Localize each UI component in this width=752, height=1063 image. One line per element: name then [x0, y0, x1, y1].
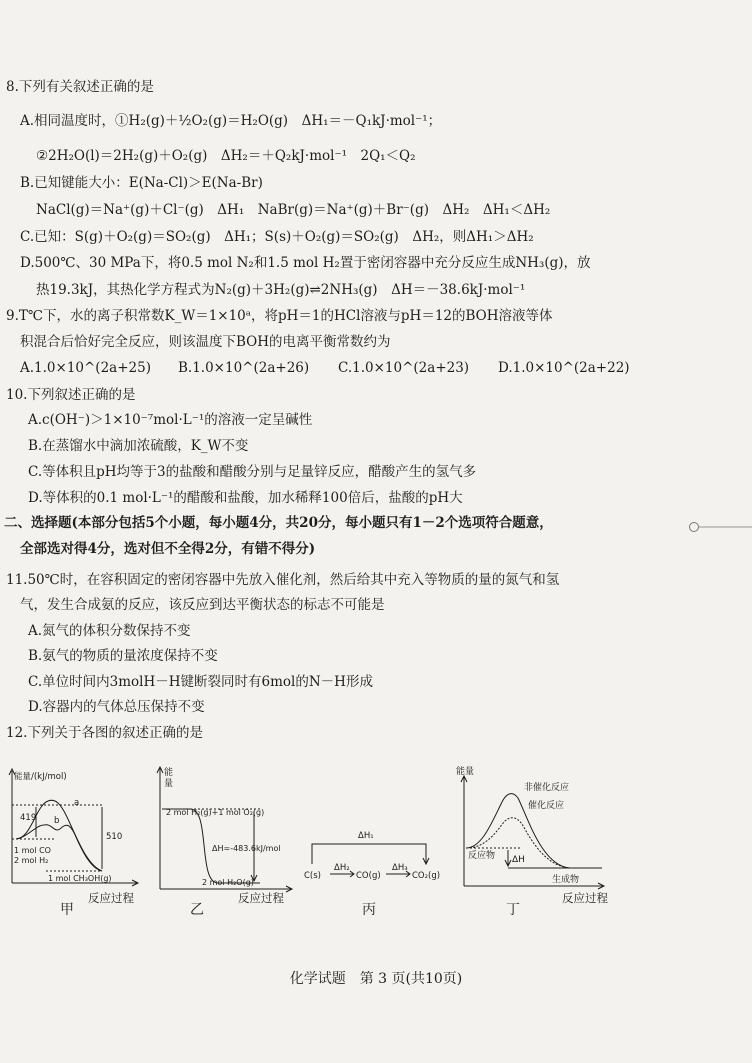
bing-caption: 丙 [362, 902, 376, 918]
bing-co2-label: CO₂(g) [412, 871, 441, 881]
q9-option-a: A.1.0×10^(2a+25) [20, 360, 151, 376]
q9-option-d: D.1.0×10^(2a+22) [498, 360, 630, 376]
jia-curve-a-label: a [74, 798, 80, 808]
q10-stem: 10.下列叙述正确的是 [6, 387, 136, 403]
page-footer: 化学试题 第 3 页(共10页) [289, 971, 463, 987]
ding-product-label: 生成物 [552, 875, 580, 885]
q11-stem-line1: 11.50℃时，在容积固定的密闭容器中先放入催化剂，然后给其中充入等物质的量的氮气和氢 [6, 572, 560, 588]
bing-dh3: ΔH₃ [392, 863, 408, 873]
binding-circle-mark [686, 521, 752, 533]
ding-xlabel: 反应过程 [562, 891, 608, 905]
q8-option-b-line1: B.已知键能大小：E(Na-Cl)＞E(Na-Br) [20, 175, 263, 191]
section2-heading-line1: 二、选择题(本部分包括5个小题，每小题4分，共20分，每小题只有1－2个选项符合题意， [4, 515, 553, 531]
q8-option-d-line2: 热19.3kJ，其热化学方程式为N₂(g)＋3H₂(g)⇌2NH₃(g) ΔH＝－38.6kJ·mol⁻¹ [36, 282, 526, 298]
jia-value-510: 510 [106, 832, 123, 842]
jia-curve-b-label: b [54, 816, 60, 826]
ding-noncat-label: 非催化反应 [524, 783, 570, 793]
q8-option-c: C.已知：S(g)＋O₂(g)＝SO₂(g) ΔH₁；S(s)＋O₂(g)＝SO₂(g) ΔH₂，则ΔH₁＞ΔH₂ [20, 229, 534, 245]
yi-ylabel-1: 能 [164, 768, 174, 778]
q8-option-a-line1: A.相同温度时，①H₂(g)＋½O₂(g)＝H₂O(g) ΔH₁＝－Q₁kJ·mol⁻¹； [20, 113, 442, 129]
q10-option-a: A.c(OH⁻)＞1×10⁻⁷mol·L⁻¹的溶液一定呈碱性 [28, 412, 313, 428]
q8-option-b-line2: NaCl(g)＝Na⁺(g)＋Cl⁻(g) ΔH₁ NaBr(g)＝Na⁺(g)＋Br⁻(g) ΔH₂ ΔH₁＜ΔH₂ [36, 202, 551, 218]
yi-xlabel: 反应过程 [238, 891, 284, 905]
jia-reactant-co: 1 mol CO [14, 846, 51, 855]
q11-option-d: D.容器内的气体总压保持不变 [28, 699, 205, 715]
jia-xlabel: 反应过程 [88, 891, 134, 905]
q11-option-b: B.氨气的物质的量浓度保持不变 [28, 648, 218, 664]
ding-cat-label: 催化反应 [528, 801, 565, 811]
q10-option-b: B.在蒸馏水中滴加浓硫酸，K_W不变 [28, 438, 249, 454]
jia-value-419: 419 [20, 813, 37, 823]
yi-caption: 乙 [190, 902, 204, 918]
q11-option-a: A.氮气的体积分数保持不变 [28, 623, 191, 639]
yi-dh-label: ΔH=-483.6kJ/mol [212, 844, 281, 853]
ding-dh-label: ΔH [512, 855, 525, 865]
figure-jia [6, 765, 146, 895]
ding-caption: 丁 [506, 902, 520, 918]
q11-stem-line2: 气，发生合成氨的反应，该反应到达平衡状态的标志不可能是 [20, 597, 385, 613]
figure-bing [302, 820, 452, 890]
ding-reactant-label: 反应物 [468, 851, 496, 861]
q10-option-c: C.等体积且pH均等于3的盐酸和醋酸分别与足量锌反应，醋酸产生的氢气多 [28, 464, 477, 480]
q10-option-d: D.等体积的0.1 mol·L⁻¹的醋酸和盐酸，加水稀释100倍后，盐酸的pH大 [28, 490, 463, 506]
jia-product: 1 mol CH₃OH(g) [48, 874, 112, 883]
bing-c-label: C(s) [304, 871, 321, 881]
section2-heading-line2: 全部选对得4分，选对但不全得2分，有错不得分) [20, 541, 316, 557]
yi-top-label: 2 mol H₂(g)+1 mol O₂(g) [166, 808, 265, 817]
q9-option-b: B.1.0×10^(2a+26) [178, 360, 310, 376]
q9-stem-line1: 9.T℃下，水的离子积常数K_W＝1×10ᵃ，将pH＝1的HCl溶液与pH＝12的BOH溶液等体 [6, 308, 553, 324]
q12-stem: 12.下列关于各图的叙述正确的是 [6, 725, 203, 741]
q8-option-d-line1: D.500℃、30 MPa下，将0.5 mol N₂和1.5 mol H₂置于密闭容器中充分反应生成NH₃(g)，放 [20, 255, 591, 271]
jia-reactant-h2: 2 mol H₂ [14, 856, 49, 865]
q11-option-c: C.单位时间内3molH－H键断裂同时有6mol的N－H形成 [28, 674, 373, 690]
q9-option-c: C.1.0×10^(2a+23) [338, 360, 470, 376]
bing-dh1: ΔH₁ [358, 831, 374, 841]
jia-ylabel: 能量/(kJ/mol) [14, 772, 67, 782]
bing-dh2: ΔH₂ [334, 863, 350, 873]
bing-dh1-arrow [312, 844, 426, 864]
yi-bottom-label: 2 mol H₂O(g) [202, 878, 254, 887]
figure-yi [150, 765, 300, 895]
q8-stem: 8.下列有关叙述正确的是 [6, 79, 154, 95]
q9-stem-line2: 积混合后恰好完全反应，则该温度下BOH的电离平衡常数约为 [20, 334, 391, 350]
figure-ding [452, 762, 612, 894]
yi-ylabel-2: 量 [164, 779, 174, 789]
bing-co-label: CO(g) [356, 871, 381, 881]
ding-ylabel: 能量 [456, 767, 475, 777]
q8-option-a-line2: ②2H₂O(l)＝2H₂(g)＋O₂(g) ΔH₂＝＋Q₂kJ·mol⁻¹ 2Q₁＜Q₂ [36, 148, 416, 164]
jia-caption: 甲 [60, 902, 74, 918]
